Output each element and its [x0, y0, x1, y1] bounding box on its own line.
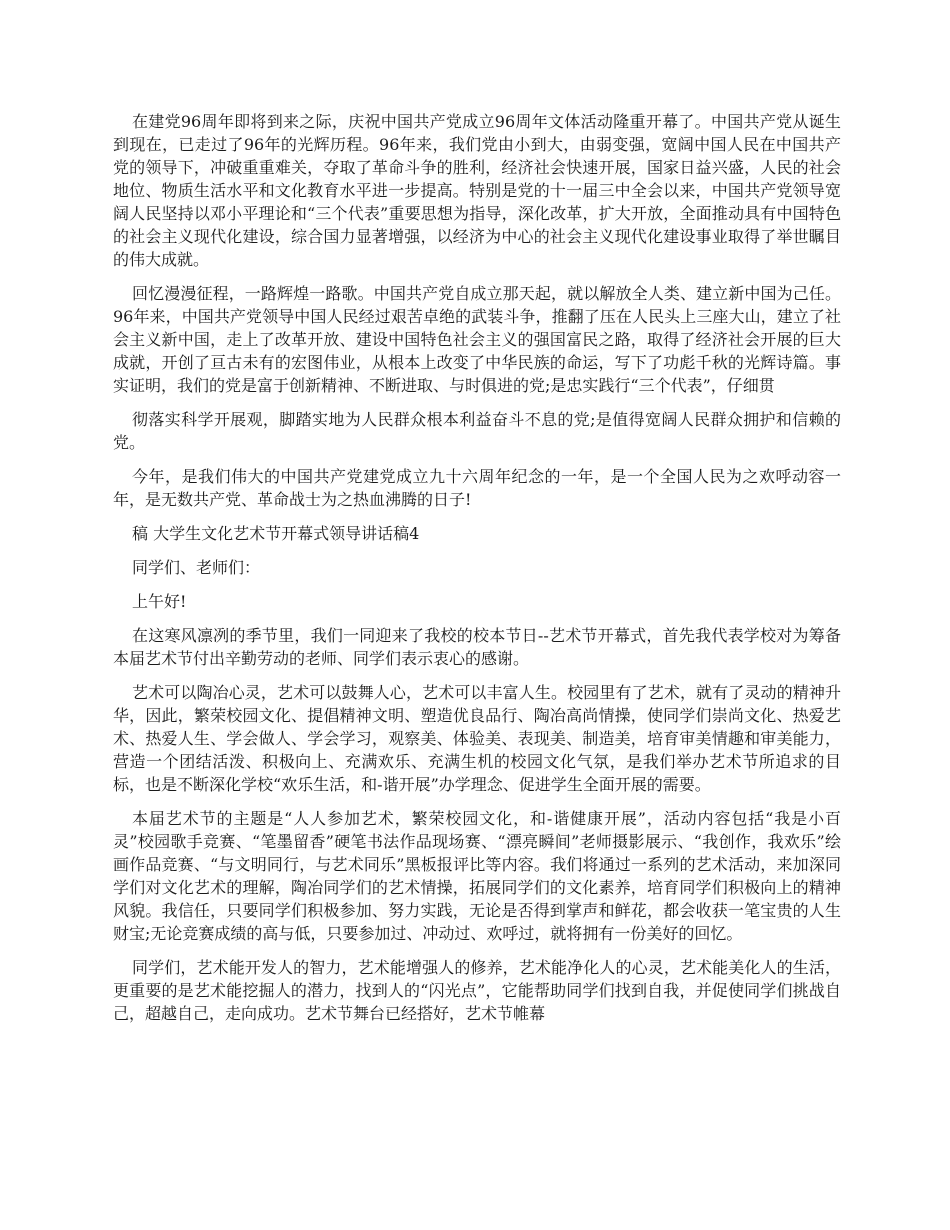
speech-title: 稿 大学生文化艺术节开幕式领导讲话稿4 — [132, 524, 420, 543]
paragraph-recall-journey: 回忆漫漫征程，一路辉煌一路歌。中国共产党自成立那天起，就以解放全人类、建立新中国为己任。96年来，中国共产党领导中国人民经过艰苦卓绝的武装斗争，推翻了压在人民头上三座大山，建立了社会主义新中国，走上了改革开放、建设中国特色社会主义的强国富民之路，取得了经济社会开展的巨大成就，开创了亘古未有的宏图伟业，从根本上改变了中华民族的命运，写下了功彪千秋的光辉诗篇。事实证明，我们的党是富于创新精神、不断进取、与时俱进的党;是忠实践行“三个代表”，仔细贯 — [113, 284, 841, 395]
paragraph-art-benefits: 同学们，艺术能开发人的智力，艺术能增强人的修养，艺术能净化人的心灵，艺术能美化人的生活，更重要的是艺术能挖掘人的潜力，找到人的“闪光点”，它能帮助同学们找到自我，并促使同学们挑战自己，超越自己，走向成功。艺术节舞台已经搭好，艺术节帷幕 — [113, 958, 841, 1023]
greeting-good-morning: 上午好! — [132, 592, 187, 611]
greeting-audience: 同学们、老师们： — [132, 558, 261, 577]
paragraph-party-anniversary: 在建党96周年即将到来之际，庆祝中国共产党成立96周年文体活动隆重开幕了。中国共产党从诞生到现在，已走过了96年的光辉历程。96年来，我们党由小到大，由弱变强，宽阔中国人民在中国共产党的领导下，冲破重重难关，夺取了革命斗争的胜利，经济社会快速开展，国家日益兴盛，人民的社会地位、物质生活水平和文化教育水平进一步提高。特别是党的十一届三中全会以来，中国共产党领导宽阔人民坚持以邓小平理论和“三个代表”重要思想为指导，深化改革，扩大开放，全面推动具有中国特色的社会主义现代化建设，综合国力显著增强，以经济为中心的社会主义现代化建设事业取得了举世瞩目的伟大成就。 — [113, 112, 841, 269]
paragraph-art-value: 艺术可以陶冶心灵，艺术可以鼓舞人心，艺术可以丰富人生。校园里有了艺术，就有了灵动的精神升华，因此，繁荣校园文化、提倡精神文明、塑造优良品行、陶冶高尚情操，使同学们崇尚文化、热爱艺术、热爱人生、学会做人、学会学习，观察美、体验美、表现美、制造美，培育审美情趣和审美能力，营造一个团结活泼、积极向上、充满欢乐、充满生机的校园文化气氛，是我们举办艺术节所追求的目标，也是不断深化学校“欢乐生活，和-谐开展”办学理念、促进学生全面开展的需要。 — [113, 683, 841, 794]
paragraph-this-year: 今年，是我们伟大的中国共产党建党成立九十六周年纪念的一年，是一个全国人民为之欢呼动容一年，是无数共产党、革命战士为之热血沸腾的日子! — [113, 467, 841, 509]
paragraph-festival-theme: 本届艺术节的主题是“人人参加艺术，繁荣校园文化，和-谐健康开展”，活动内容包括“我是小百灵”校园歌手竞赛、“笔墨留香”硬笔书法作品现场赛、“漂亮瞬间”老师摄影展示、“我创作，我欢乐”绘画作品竞赛、“与文明同行，与艺术同乐”黑板报评比等内容。我们将通过一系列的艺术活动，来加深同学们对文化艺术的理解，陶冶同学们的艺术情操，拓展同学们的文化素养，培育同学们积极向上的精神风貌。我信任，只要同学们积极参加、努力实践，无论是否得到掌声和鲜花，都会收获一笔宝贵的人生财宝;无论竞赛成绩的高与低，只要参加过、冲动过、欢呼过，就将拥有一份美好的回忆。 — [113, 809, 841, 943]
document-body — [113, 110, 841, 1036]
paragraph-opening-thanks: 在这寒风凛冽的季节里，我们一同迎来了我校的校本节日--艺术节开幕式，首先我代表学校对为筹备本届艺术节付出辛勤劳动的老师、同学们表示衷心的感谢。 — [113, 626, 841, 668]
paragraph-scientific-development: 彻落实科学开展观，脚踏实地为人民群众根本利益奋斗不息的党;是值得宽阔人民群众拥护和信赖的党。 — [113, 410, 841, 452]
